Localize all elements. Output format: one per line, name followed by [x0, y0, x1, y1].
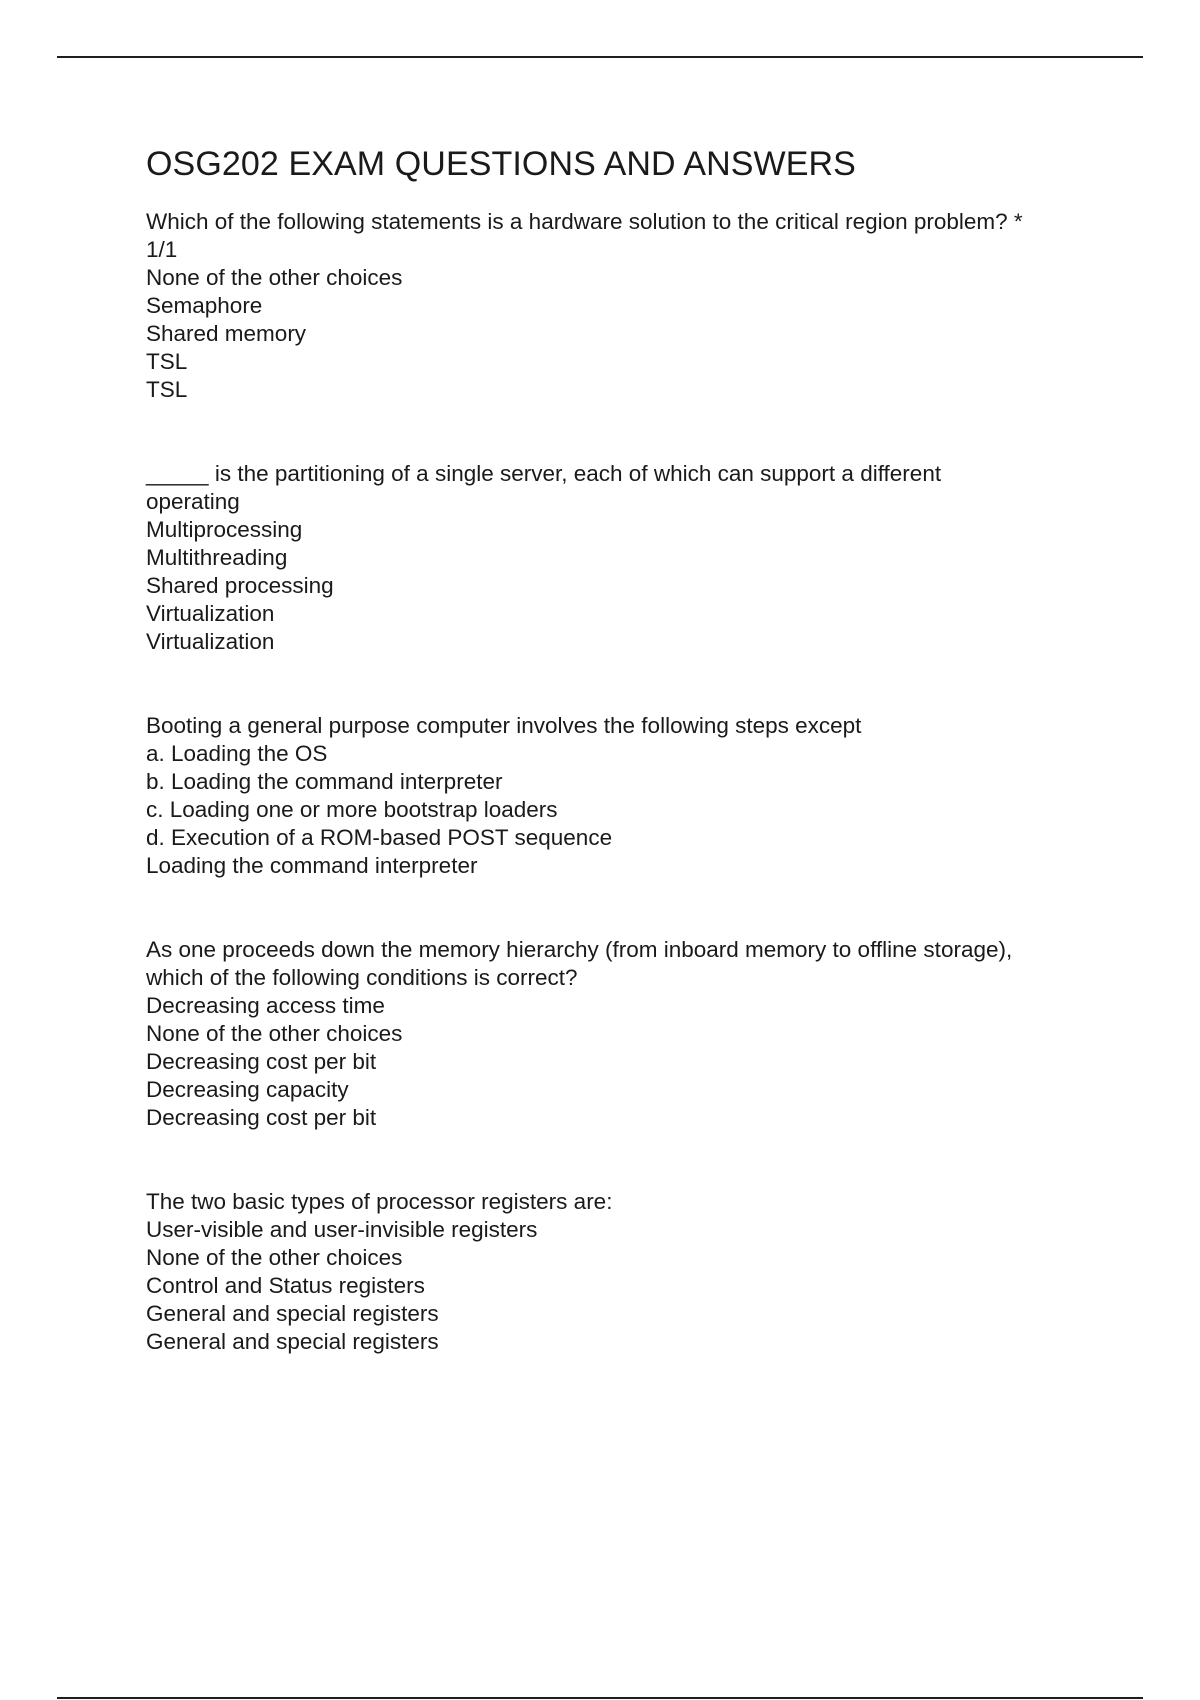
answer-option: Decreasing access time	[146, 993, 385, 1018]
spacer	[146, 1132, 1106, 1188]
correct-answer: Decreasing cost per bit	[146, 1105, 377, 1130]
answer-option: Multithreading	[146, 545, 288, 570]
question-block-4	[146, 936, 1106, 1132]
answer-option: Semaphore	[146, 293, 263, 318]
question-text-continued: operating	[146, 489, 240, 514]
answer-option: Multiprocessing	[146, 517, 303, 542]
correct-answer: TSL	[146, 377, 188, 402]
question-text: Which of the following statements is a hardware solution to the critical region problem? *	[146, 209, 1023, 234]
answer-option: TSL	[146, 349, 188, 374]
question-text: The two basic types of processor registers are:	[146, 1189, 613, 1214]
answer-option: d. Execution of a ROM-based POST sequence	[146, 825, 613, 850]
question-block-5	[146, 1188, 1106, 1356]
answer-option: c. Loading one or more bootstrap loaders	[146, 797, 558, 822]
answer-option: None of the other choices	[146, 1245, 403, 1270]
question-text: Booting a general purpose computer involves the following steps except	[146, 713, 862, 738]
question-block-2	[146, 460, 1106, 656]
question-text-continued: which of the following conditions is correct?	[146, 965, 578, 990]
question-text: _____ is the partitioning of a single server, each of which can support a different	[146, 461, 942, 486]
answer-option: b. Loading the command interpreter	[146, 769, 503, 794]
answer-option: Shared memory	[146, 321, 307, 346]
top-rule	[57, 56, 1143, 58]
spacer	[146, 404, 1106, 460]
answer-option: Decreasing capacity	[146, 1077, 349, 1102]
page-content	[146, 140, 1106, 1356]
answer-option: None of the other choices	[146, 1021, 403, 1046]
answer-option: None of the other choices	[146, 265, 403, 290]
answer-option: User-visible and user-invisible registers	[146, 1217, 538, 1242]
correct-answer: Virtualization	[146, 629, 275, 654]
question-score: 1/1	[146, 237, 178, 262]
question-text: As one proceeds down the memory hierarchy (from inboard memory to offline storage),	[146, 937, 1013, 962]
question-block-1	[146, 208, 1106, 404]
correct-answer: General and special registers	[146, 1329, 439, 1354]
spacer	[146, 656, 1106, 712]
answer-option: Decreasing cost per bit	[146, 1049, 377, 1074]
spacer	[146, 880, 1106, 936]
answer-option: Control and Status registers	[146, 1273, 425, 1298]
answer-option: a. Loading the OS	[146, 741, 328, 766]
answer-option: Shared processing	[146, 573, 334, 598]
answer-option: General and special registers	[146, 1301, 439, 1326]
bottom-rule	[57, 1697, 1143, 1699]
question-block-3	[146, 712, 1106, 880]
correct-answer: Loading the command interpreter	[146, 853, 478, 878]
document-title: OSG202 EXAM QUESTIONS AND ANSWERS	[146, 145, 856, 183]
answer-option: Virtualization	[146, 601, 275, 626]
